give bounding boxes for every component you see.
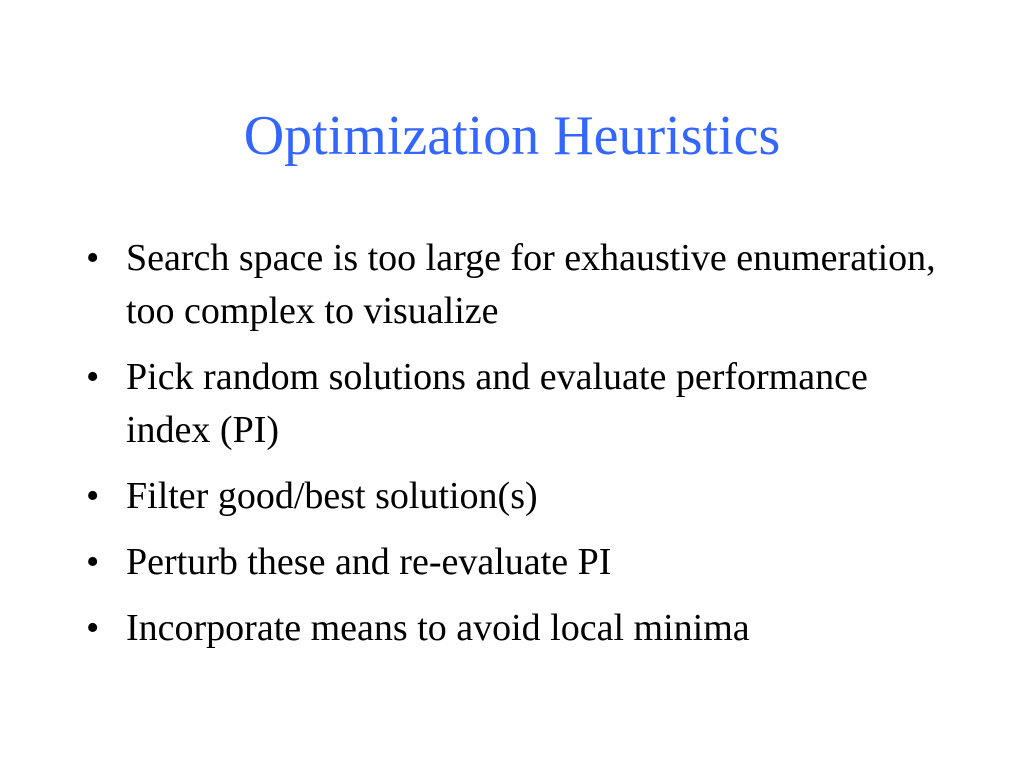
bullet-dot-icon: • — [86, 356, 100, 398]
bullet-dot-icon: • — [86, 607, 100, 649]
bullet-text: Perturb these and re-evaluate PI — [126, 541, 612, 583]
bullet-dot-icon: • — [86, 475, 100, 517]
bullet-item — [80, 536, 960, 589]
bullet-text: Incorporate means to avoid local minima — [126, 607, 750, 649]
bullet-item — [80, 351, 960, 457]
bullet-item — [80, 602, 960, 655]
bullet-dot-icon: • — [86, 237, 100, 279]
bullet-text: Pick random solutions and evaluate performance index (PI) — [126, 356, 868, 451]
bullet-item — [80, 470, 960, 523]
bullet-dot-icon: • — [86, 541, 100, 583]
bullet-list — [80, 232, 960, 668]
bullet-text: Search space is too large for exhaustive enumeration, too complex to visualize — [126, 237, 936, 332]
slide-title: Optimization Heuristics — [243, 105, 781, 167]
bullet-item — [80, 232, 960, 338]
bullet-text: Filter good/best solution(s) — [126, 475, 538, 517]
